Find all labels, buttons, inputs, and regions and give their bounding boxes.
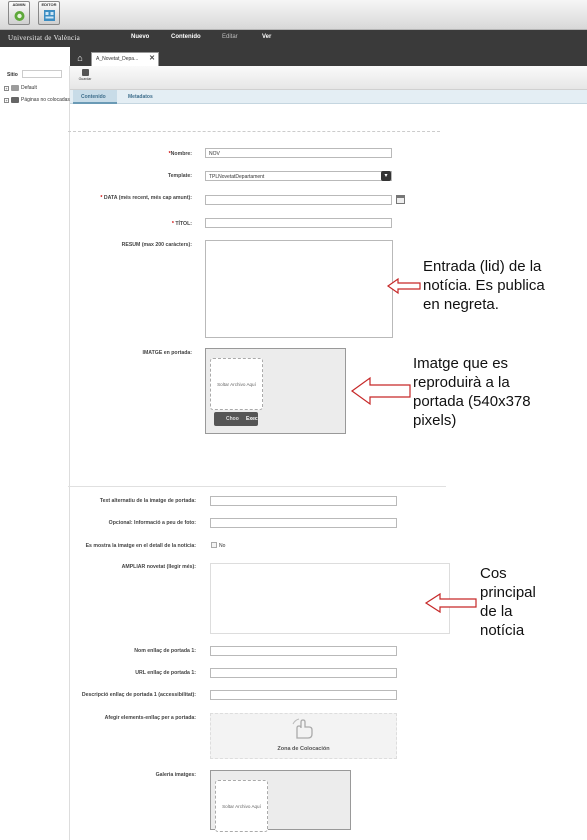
note-line: de la xyxy=(480,603,513,620)
mostra-checkbox[interactable] xyxy=(211,542,217,548)
ampliar-label: AMPLIAR novetat (llegir més): xyxy=(121,564,196,570)
tree-item-label: Páginas no colocadas xyxy=(21,97,70,103)
imatge-upload xyxy=(205,348,346,434)
arrow-left-icon xyxy=(424,592,478,614)
document-tabstrip xyxy=(70,47,587,66)
opcional-label: Opcional: Informació a peu de foto: xyxy=(108,520,196,526)
note-line: Cos xyxy=(480,565,507,582)
calendar-icon[interactable] xyxy=(396,195,405,204)
folder-icon xyxy=(11,97,19,103)
admin-label: ADMIN xyxy=(12,2,26,7)
exec-label: Exec xyxy=(246,416,258,422)
choose-file-button[interactable] xyxy=(214,412,258,426)
nom-enllac-input[interactable] xyxy=(210,646,397,656)
sitio-label: Sitio xyxy=(7,72,18,78)
choose-label: Choo xyxy=(226,416,239,422)
arrow-left-icon xyxy=(350,376,412,406)
tree-item-label: Default xyxy=(21,85,37,91)
arrow-left-icon xyxy=(386,276,422,296)
save-label: Guardar xyxy=(78,77,92,81)
opcional-input[interactable] xyxy=(210,518,397,528)
galeria-label: Galeria imatges: xyxy=(155,772,196,778)
nom-enllac-label: Nom enllaç de portada 1: xyxy=(134,648,196,654)
data-label: * DATA (més recent, més cap amunt): xyxy=(100,195,192,201)
titol-input[interactable] xyxy=(205,218,392,228)
file-drop-zone[interactable]: Soltar Archivo Aquí xyxy=(210,358,263,410)
note-line: principal xyxy=(480,584,536,601)
note-line: Imatge que es xyxy=(413,355,509,372)
nav-ver[interactable]: Ver xyxy=(262,34,272,40)
main-navbar xyxy=(0,30,587,47)
tree-item-default[interactable] xyxy=(4,85,37,91)
divider xyxy=(68,131,440,132)
annotation-lid xyxy=(423,257,545,314)
brand-logo: Universitat de València xyxy=(8,34,81,42)
app-toolbar xyxy=(0,0,587,30)
sidebar xyxy=(0,66,70,840)
sidebar-header xyxy=(0,47,70,66)
floppy-icon xyxy=(82,69,89,76)
annotation-imatge xyxy=(413,354,531,430)
alt-text-input[interactable] xyxy=(210,496,397,506)
expand-icon[interactable]: + xyxy=(5,97,8,103)
close-icon[interactable]: ✕ xyxy=(149,55,155,62)
tab-contenido[interactable]: Contenido xyxy=(73,90,117,104)
nombre-label: *Nombre: xyxy=(168,151,192,157)
note-line: notícia xyxy=(480,622,525,639)
desc-enllac-input[interactable] xyxy=(210,690,397,700)
desc-enllac-label: Descripció enllaç de portada 1 (accessibilitat): xyxy=(81,692,196,698)
url-enllac-label: URL enllaç de portada 1: xyxy=(135,670,196,676)
galeria-upload xyxy=(210,770,351,830)
editor-grid-icon xyxy=(43,9,56,22)
galeria-drop-zone[interactable]: Soltar Archivo Aquí xyxy=(215,780,268,832)
admin-app-button[interactable] xyxy=(8,1,30,25)
drop-zone[interactable] xyxy=(210,713,397,759)
data-input[interactable] xyxy=(205,195,392,205)
alt-text-label: Text alternatiu de la imatge de portada: xyxy=(99,498,196,504)
imatge-label: IMATGE en portada: xyxy=(142,350,192,356)
editor-label: EDITOR xyxy=(41,2,57,7)
resum-label: RESUM (max 200 caràcters): xyxy=(121,242,192,248)
document-tab[interactable] xyxy=(91,52,159,66)
note-line: Entrada (lid) de la xyxy=(423,258,542,275)
mostra-value: No xyxy=(219,543,226,549)
ampliar-editor[interactable] xyxy=(210,563,450,634)
template-select[interactable] xyxy=(205,171,392,181)
editor-app-button[interactable] xyxy=(38,1,60,25)
nav-contenido[interactable]: Contenido xyxy=(171,34,201,40)
annotation-cos xyxy=(480,564,536,640)
titol-label: * TÍTOL: xyxy=(171,221,192,227)
nombre-input[interactable]: NOV xyxy=(205,148,392,158)
expand-icon[interactable]: + xyxy=(5,85,8,91)
note-line: pixels) xyxy=(413,412,457,429)
tab-metadatos[interactable]: Metadatos xyxy=(128,94,153,100)
resum-textarea[interactable] xyxy=(205,240,393,338)
chevron-down-icon[interactable]: ▾ xyxy=(381,171,391,181)
template-label: Template: xyxy=(167,173,192,179)
note-line: reproduirà a la xyxy=(413,374,510,391)
note-line: notícia. Es publica xyxy=(423,277,545,294)
template-value: TPLNovetatDepartament xyxy=(209,174,265,180)
zona-label: Zona de Colocación xyxy=(277,746,330,752)
save-button[interactable] xyxy=(78,69,92,81)
editor-toolbar xyxy=(70,66,587,90)
nav-nuevo[interactable]: Nuevo xyxy=(131,34,150,40)
admin-power-icon xyxy=(13,9,26,22)
mostra-label: Es mostra la imatge en el detall de la notícia: xyxy=(85,543,196,549)
tree-item-paginas[interactable] xyxy=(4,97,70,103)
note-line: portada (540x378 xyxy=(413,393,531,410)
note-line: en negreta. xyxy=(423,296,499,313)
document-tab-label: A_Novetat_Depa... xyxy=(96,56,139,62)
afegir-label: Afegir elements-enllaç per a portada: xyxy=(104,715,196,721)
url-enllac-input[interactable] xyxy=(210,668,397,678)
hand-pointer-icon xyxy=(289,718,317,740)
folder-icon xyxy=(11,85,19,91)
home-icon[interactable]: ⌂ xyxy=(77,53,83,63)
nav-editar[interactable]: Editar xyxy=(222,34,238,40)
section-divider xyxy=(68,486,446,487)
sitio-input[interactable] xyxy=(22,70,62,78)
content-subtabs xyxy=(70,90,587,104)
